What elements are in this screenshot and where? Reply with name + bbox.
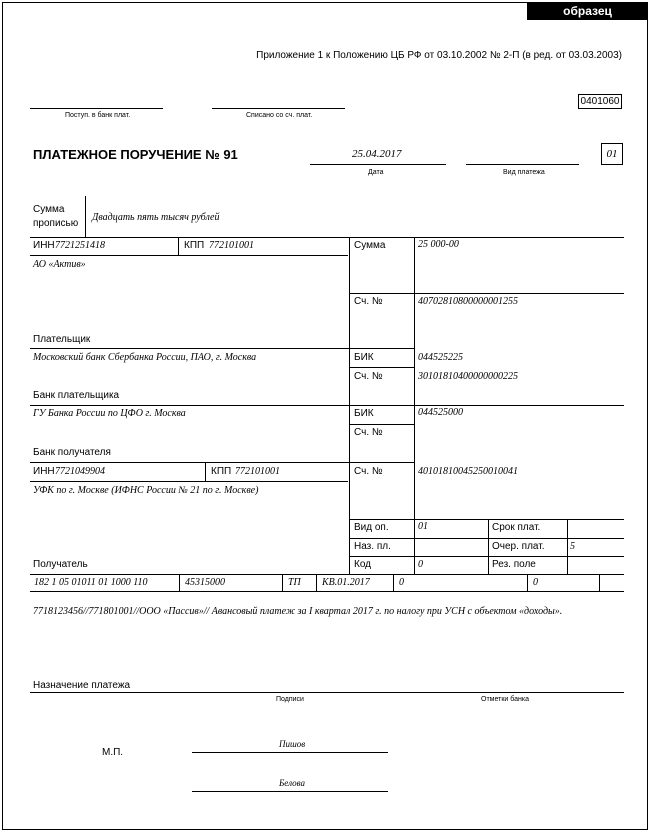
grid-line	[30, 481, 348, 482]
grid-line	[30, 405, 624, 406]
payer-bank-bik-label: БИК	[354, 352, 374, 363]
grid-line	[350, 424, 414, 425]
payer-label: Плательщик	[33, 334, 91, 345]
tax-vline	[599, 574, 600, 591]
tax-doc-date: 0	[533, 577, 538, 588]
tax-basis: ТП	[288, 577, 301, 588]
payer-bank-account-label: Сч. №	[354, 371, 383, 382]
ocher-label: Очер. плат.	[492, 541, 545, 552]
grid-line	[30, 574, 624, 575]
signature-2: Белова	[279, 778, 305, 788]
grid-line	[350, 538, 624, 539]
naz-pl-label: Наз. пл.	[354, 541, 391, 552]
payment-type-label: Вид платежа	[503, 169, 545, 176]
grid-line	[30, 255, 348, 256]
payer-account-label: Сч. №	[354, 296, 383, 307]
tax-vline	[179, 574, 180, 591]
payee-bank-name: ГУ Банка России по ЦФО г. Москва	[33, 408, 186, 419]
date-value: 25.04.2017	[352, 148, 402, 160]
tax-vline	[393, 574, 394, 591]
signature-line-1	[192, 752, 388, 753]
debited-label: Списано со сч. плат.	[246, 112, 313, 119]
debited-line	[212, 108, 345, 109]
kod-label: Код	[354, 559, 372, 570]
payer-inn-value: 7721251418	[55, 240, 105, 251]
grid-line	[30, 591, 624, 592]
purpose-line	[30, 692, 624, 693]
date-label: Дата	[368, 169, 384, 176]
payee-inn-label: ИНН	[33, 466, 55, 477]
ocher-value: 5	[570, 541, 575, 552]
appendix-note: Приложение 1 к Положению ЦБ РФ от 03.10.2002 № 2-П (в ред. от 03.03.2003)	[256, 50, 622, 61]
kod-value: 0	[418, 559, 423, 570]
tax-vline	[316, 574, 317, 591]
amount-words-value: Двадцать пять тысяч рублей	[92, 212, 220, 223]
payer-kpp-value: 772101001	[209, 240, 254, 251]
tax-kbk: 182 1 05 01011 01 1000 110	[34, 577, 148, 588]
tax-vline	[527, 574, 528, 591]
signature-line-2	[192, 791, 388, 792]
grid-vline	[178, 237, 179, 255]
vid-op-value: 01	[418, 521, 428, 532]
status-code-box: 01	[601, 143, 623, 165]
payer-bank-account-value: 30101810400000000225	[418, 371, 518, 382]
bank-marks-label: Отметки банка	[481, 696, 529, 703]
payer-kpp-label: КПП	[184, 240, 205, 251]
payee-kpp-value: 772101001	[235, 466, 280, 477]
signature-1: Пишов	[279, 739, 306, 749]
received-label: Поступ. в банк плат.	[65, 112, 131, 119]
srok-label: Срок плат.	[492, 522, 541, 533]
amount-words-label-2: прописью	[33, 218, 79, 229]
payer-name: АО «Актив»	[33, 259, 86, 270]
payee-inn-value: 7721049904	[55, 466, 105, 477]
payer-amount-value: 25 000-00	[418, 239, 459, 250]
grid-line	[350, 367, 414, 368]
grid-vline	[205, 462, 206, 481]
payee-label: Получатель	[33, 559, 88, 570]
grid-line	[350, 293, 624, 294]
purpose-label: Назначение платежа	[33, 680, 131, 691]
grid-line	[30, 348, 414, 349]
payer-inn-label: ИНН	[33, 240, 55, 251]
payer-amount-label: Сумма	[354, 240, 386, 251]
rez-label: Рез. поле	[492, 559, 536, 570]
payee-kpp-label: КПП	[211, 466, 232, 477]
payer-bank-name: Московский банк Сбербанка России, ПАО, г. Москва	[33, 352, 257, 363]
payee-bank-account-label: Сч. №	[354, 427, 383, 438]
date-line	[310, 164, 446, 165]
signatures-label: Подписи	[276, 696, 304, 703]
form-code-box: 0401060	[578, 94, 622, 109]
payer-bank-label: Банк плательщика	[33, 390, 120, 401]
payer-bank-bik-value: 044525225	[418, 352, 463, 363]
grid-vline	[567, 519, 568, 574]
vid-op-label: Вид оп.	[354, 522, 389, 533]
grid-vline	[488, 519, 489, 574]
grid-vline	[414, 237, 415, 574]
received-line	[30, 108, 163, 109]
amount-words-label-1: Сумма	[33, 204, 65, 215]
stamp-place-label: М.П.	[102, 747, 124, 758]
page-title: ПЛАТЕЖНОЕ ПОРУЧЕНИЕ № 91	[33, 147, 238, 162]
payee-bank-label: Банк получателя	[33, 447, 111, 458]
tax-doc-number: 0	[399, 577, 404, 588]
grid-line	[350, 519, 624, 520]
grid-line	[30, 462, 414, 463]
amount-words-divider	[85, 196, 86, 237]
tax-vline	[282, 574, 283, 591]
payee-name: УФК по г. Москве (ИФНС России № 21 по г. Москве)	[33, 485, 259, 496]
payer-account-value: 40702810800000001255	[418, 296, 518, 307]
tax-period: КВ.01.2017	[322, 577, 370, 588]
grid-line	[350, 556, 624, 557]
payee-account-label: Сч. №	[354, 466, 383, 477]
sample-badge: образец	[527, 2, 648, 20]
tax-oktmo: 45315000	[185, 577, 225, 588]
grid-line	[30, 237, 624, 238]
payee-bank-bik-value: 044525000	[418, 407, 463, 418]
payment-type-line	[466, 164, 579, 165]
payee-account-value: 40101810045250010041	[418, 466, 518, 477]
grid-vline	[349, 237, 350, 574]
payee-bank-bik-label: БИК	[354, 408, 374, 419]
purpose-text: 7718123456//771801001//ООО «Пассив»// Авансовый платеж за I квартал 2017 г. по налогу при УСН с объектом «доходы».	[33, 606, 563, 617]
